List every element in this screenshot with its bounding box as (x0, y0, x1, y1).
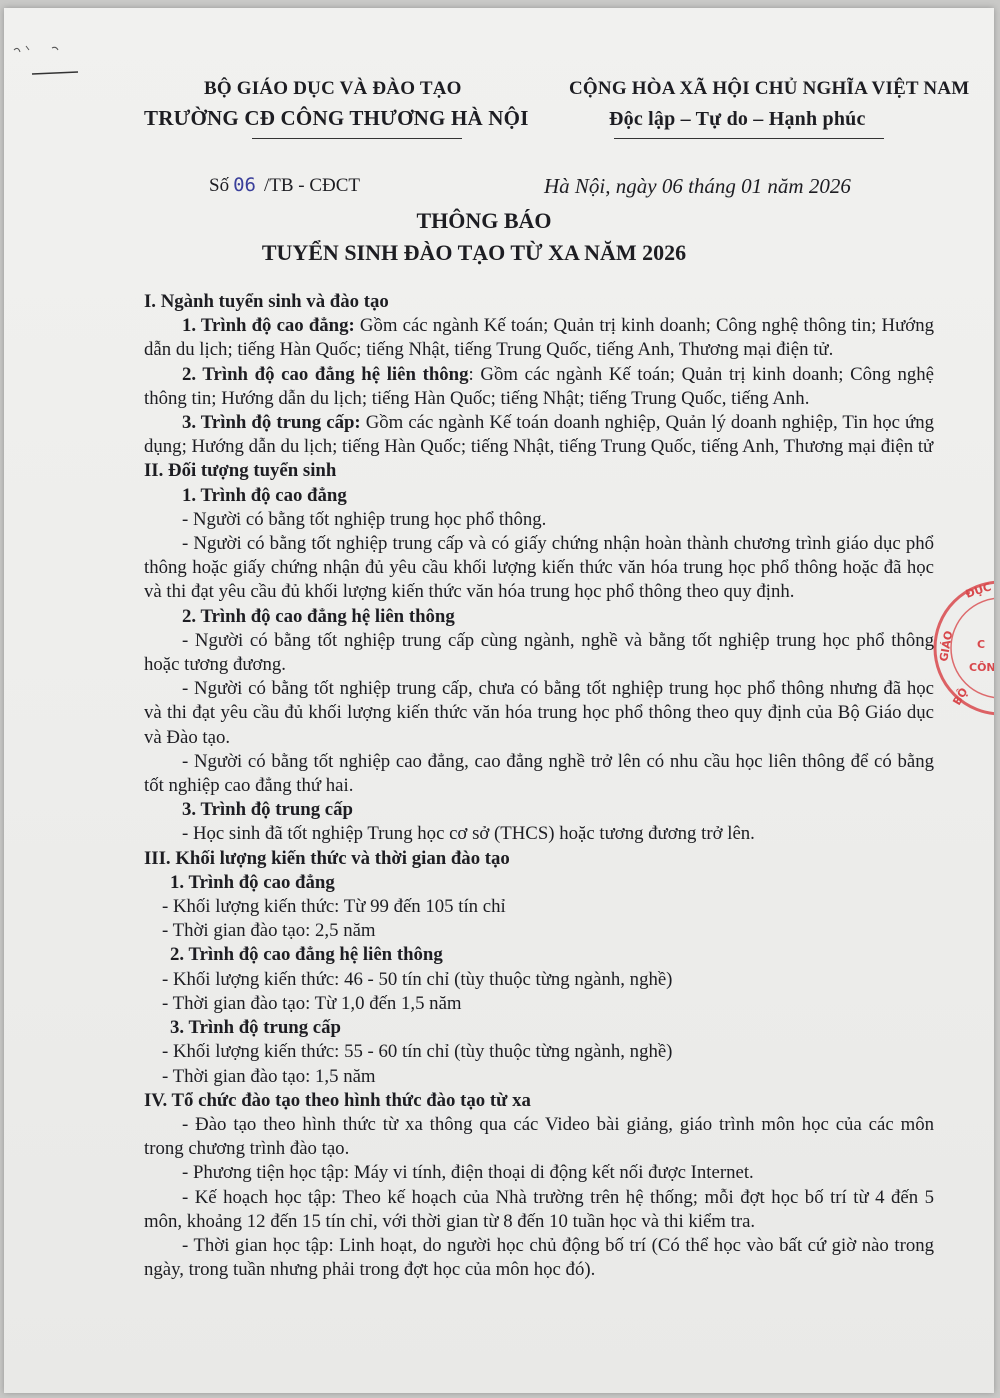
section-2-sub-3-line-1: - Học sinh đã tốt nghiệp Trung học cơ sở (THCS) hoặc tương đương trở lên. (182, 823, 755, 845)
section-3-sub-3-line-2: - Thời gian đào tạo: 1,5 năm (162, 1065, 376, 1087)
doc-number-prefix: Số (209, 175, 230, 196)
section-3-sub-2-line-1: - Khối lượng kiến thức: 46 - 50 tín chỉ (tùy thuộc từng ngành, nghề) (162, 968, 673, 990)
section-1-item-1 (144, 314, 934, 362)
document-page (4, 8, 994, 1393)
section-2-sub-2: 2. Trình độ cao đẳng hệ liên thông (182, 605, 455, 627)
section-2-sub-3: 3. Trình độ trung cấp (182, 799, 353, 821)
section-1-heading: I. Ngành tuyển sinh và đào tạo (144, 291, 389, 312)
section-2-heading: II. Đối tượng tuyển sinh (144, 460, 337, 482)
section-3-sub-3: 3. Trình độ trung cấp (170, 1017, 341, 1039)
section-4-line-2: - Phương tiện học tập: Máy vi tính, điện thoại di động kết nối được Internet. (182, 1162, 754, 1184)
national-motto: Độc lập – Tự do – Hạnh phúc (609, 108, 866, 130)
section-2-sub-2-line-3: - Người có bằng tốt nghiệp cao đẳng, cao đẳng nghề trở lên có nhu cầu học liên thông để có bằng tốt nghiệp cao đẳng thứ hai. (144, 750, 934, 797)
item-text: Gồm các ngành Kế toán doanh nghiệp, Quản lý doanh nghiệp, Tin học ứng dụng; Hướng dẫn du lịch; tiếng Hàn Quốc; tiếng Nhật, tiếng Trung Quốc, tiếng Anh, Thương mại điện tử (144, 412, 934, 458)
section-4-line-4: - Thời gian học tập: Linh hoạt, do người học chủ động bố trí (Có thể học vào bất cứ giờ nào trong ngày, trong tuần nhưng phải trong đợt học của môn học đó). (144, 1234, 934, 1281)
pen-scribble-mark (12, 38, 82, 88)
section-2-sub-1-line-1: - Người có bằng tốt nghiệp trung học phổ thông. (182, 508, 547, 530)
ministry-name: BỘ GIÁO DỤC VÀ ĐÀO TẠO (204, 78, 462, 99)
section-4-line-3: - Kế hoạch học tập: Theo kế hoạch của Nhà trường trên hệ thống; mỗi đợt học bố trí từ 4 đến 5 môn, khoảng 12 đến 15 tín chỉ, với thời gian từ 8 đến 10 tuần học và thi kiểm tra. (144, 1186, 934, 1232)
section-3-sub-2-line-2: - Thời gian đào tạo: Từ 1,0 đến 1,5 năm (162, 992, 462, 1014)
document-title: THÔNG BÁO (416, 208, 552, 233)
section-2-sub-2-line-1: - Người có bằng tốt nghiệp trung cấp cùng ngành, nghề và bằng tốt nghiệp trung học phổ thông hoặc tương đương. (144, 629, 934, 676)
section-4-heading: IV. Tổ chức đào tạo theo hình thức đào tạo từ xa (144, 1089, 531, 1111)
section-3-heading: III. Khối lượng kiến thức và thời gian đào tạo (144, 847, 510, 869)
section-1-item-2 (144, 363, 934, 411)
svg-text:C: C (977, 638, 986, 651)
item-text: : Gồm các ngành Kế toán; Quản trị kinh doanh; Công nghệ thông tin; Hướng dẫn du lịch; tiếng Hàn Quốc; tiếng Nhật; tiếng Trung Quốc, tiếng Anh. (144, 363, 934, 409)
nation-name: CỘNG HÒA XÃ HỘI CHỦ NGHĨA VIỆT NAM (569, 78, 970, 99)
svg-text:CÔN: CÔN (969, 661, 996, 674)
item-label: 3. Trình độ trung cấp: (182, 412, 361, 434)
motto-underline (614, 138, 884, 139)
red-seal-stamp (929, 576, 994, 726)
item-label: 1. Trình độ cao đẳng: (182, 315, 355, 337)
section-2-sub-1: 1. Trình độ cao đẳng (182, 484, 347, 506)
section-3-sub-2: 2. Trình độ cao đẳng hệ liên thông (170, 944, 443, 966)
item-text: Gồm các ngành Kế toán; Quản trị kinh doanh; Công nghệ thông tin; Hướng dẫn du lịch; tiếng Hàn Quốc; tiếng Nhật, tiếng Trung Quốc, tiếng Anh, Thương mại điện tử. (144, 315, 934, 361)
section-3-sub-1-line-2: - Thời gian đào tạo: 2,5 năm (162, 920, 376, 942)
section-3-sub-3-line-1: - Khối lượng kiến thức: 55 - 60 tín chỉ (tùy thuộc từng ngành, nghề) (162, 1041, 673, 1063)
section-3-sub-1: 1. Trình độ cao đẳng (170, 871, 335, 893)
section-2-sub-2-line-2: - Người có bằng tốt nghiệp trung cấp, chưa có bằng tốt nghiệp trung học phổ thông nhưng đã học và thi đạt yêu cầu đủ khối lượng kiến thức văn hóa trung học phổ thông theo quy định của Bộ Giáo dục và Đào tạo. (144, 678, 934, 748)
svg-text:GIÁO: GIÁO (937, 629, 956, 663)
doc-number-suffix: /TB - CĐCT (263, 175, 361, 196)
document-number (209, 174, 360, 197)
svg-text:BỘ: BỘ (950, 685, 971, 708)
school-name: TRƯỜNG CĐ CÔNG THƯƠNG HÀ NỘI (144, 106, 529, 130)
item-label: 2. Trình độ cao đẳng hệ liên thông (182, 363, 469, 385)
doc-number-handwritten: 06 (233, 174, 256, 196)
section-1-item-3 (144, 411, 934, 459)
document-body (144, 290, 934, 1282)
section-4-line-1: - Đào tạo theo hình thức từ xa thông qua các Video bài giảng, giáo trình môn học của các môn trong chương trình đào tạo. (144, 1113, 934, 1160)
document-subtitle: TUYỂN SINH ĐÀO TẠO TỪ XA NĂM 2026 (261, 240, 687, 265)
section-3-sub-1-line-1: - Khối lượng kiến thức: Từ 99 đến 105 tín chỉ (162, 896, 506, 918)
school-underline (252, 138, 462, 139)
section-2-sub-1-line-2: - Người có bằng tốt nghiệp trung cấp và có giấy chứng nhận hoàn thành chương trình giáo dục phổ thông hoặc giấy chứng nhận đủ yêu cầu khối lượng kiến thức văn hóa trung học phổ thông hoặc đã học và thi đạt yêu cầu đủ khối lượng kiến thức văn hóa trung học phổ thông theo quy định. (144, 533, 934, 603)
document-date: Hà Nội, ngày 06 tháng 01 năm 2026 (544, 174, 851, 198)
svg-text:ĐỤC: ĐỤC (963, 580, 993, 601)
